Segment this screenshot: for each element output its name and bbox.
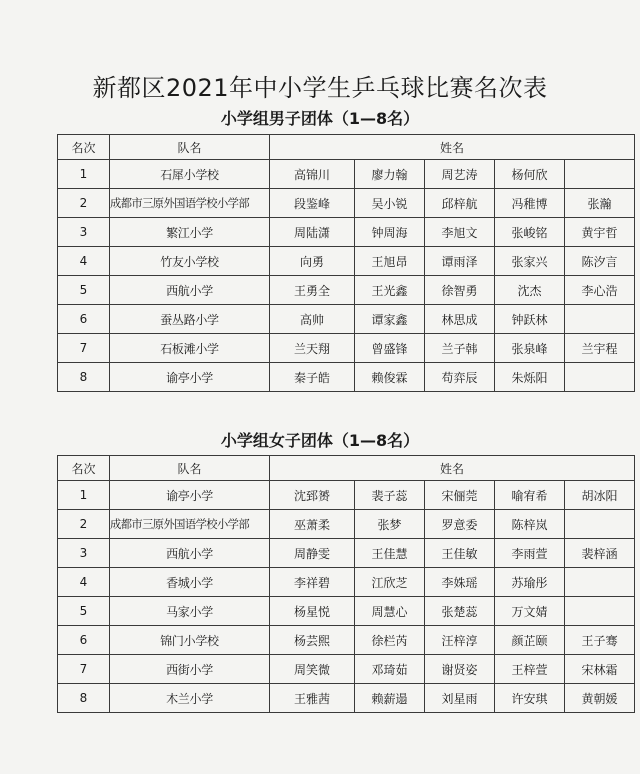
player-name-cell: 李心浩 xyxy=(565,276,635,305)
team-name-cell: 西航小学 xyxy=(110,276,270,305)
player-name-cell: 胡冰阳 xyxy=(565,481,635,510)
player-name-cell: 邓琦茹 xyxy=(355,655,425,684)
rank-cell: 1 xyxy=(58,481,110,510)
page-title: 新都区2021年中小学生乒乓球比赛名次表 xyxy=(92,74,548,102)
team-name-cell: 石犀小学校 xyxy=(110,160,270,189)
player-name-cell: 巫萧柔 xyxy=(270,510,355,539)
team-name-cell: 成都市三原外国语学校小学部 xyxy=(110,189,270,218)
rank-cell: 3 xyxy=(58,539,110,568)
boys-section-title: 小学组男子团体（1—8名） xyxy=(220,109,420,128)
team-name-cell: 成都市三原外国语学校小学部 xyxy=(110,510,270,539)
boys-team-table xyxy=(57,134,635,392)
player-name-cell: 张峻铭 xyxy=(495,218,565,247)
rank-cell: 4 xyxy=(58,568,110,597)
player-name-cell: 沈郅赟 xyxy=(270,481,355,510)
player-name-cell: 杨何欣 xyxy=(495,160,565,189)
rank-cell: 5 xyxy=(58,276,110,305)
player-name-cell: 黄宇哲 xyxy=(565,218,635,247)
player-name-cell: 杨星悦 xyxy=(270,597,355,626)
player-name-cell: 赖俊霖 xyxy=(355,363,425,392)
player-name-cell: 裴梓涵 xyxy=(565,539,635,568)
table-row xyxy=(58,160,635,189)
player-name-cell: 王光鑫 xyxy=(355,276,425,305)
player-name-cell xyxy=(565,305,635,334)
player-name-cell: 谢贤姿 xyxy=(425,655,495,684)
table-row xyxy=(58,305,635,334)
rank-header: 名次 xyxy=(58,456,110,481)
girls-team-table xyxy=(57,455,635,713)
team-name-cell: 竹友小学校 xyxy=(110,247,270,276)
player-name-cell xyxy=(565,510,635,539)
player-name-cell: 周静雯 xyxy=(270,539,355,568)
player-name-cell: 邱梓航 xyxy=(425,189,495,218)
table-row xyxy=(58,247,635,276)
player-name-cell: 王佳敏 xyxy=(425,539,495,568)
team-name-cell: 西街小学 xyxy=(110,655,270,684)
table-row xyxy=(58,568,635,597)
girls-section-title: 小学组女子团体（1—8名） xyxy=(220,431,420,450)
player-name-cell: 万文婧 xyxy=(495,597,565,626)
player-name-cell: 钟跃林 xyxy=(495,305,565,334)
team-name-cell: 谕亭小学 xyxy=(110,363,270,392)
team-header: 队名 xyxy=(110,135,270,160)
player-name-cell: 张家兴 xyxy=(495,247,565,276)
player-name-cell: 吴小锐 xyxy=(355,189,425,218)
player-name-cell: 周慧心 xyxy=(355,597,425,626)
player-name-cell: 谭家鑫 xyxy=(355,305,425,334)
rank-cell: 7 xyxy=(58,334,110,363)
player-name-cell: 张瀚 xyxy=(565,189,635,218)
player-name-cell xyxy=(565,160,635,189)
team-name-cell: 蚕丛路小学 xyxy=(110,305,270,334)
player-name-cell xyxy=(565,568,635,597)
team-name-cell: 繁江小学 xyxy=(110,218,270,247)
team-name-cell: 马家小学 xyxy=(110,597,270,626)
team-header: 队名 xyxy=(110,456,270,481)
player-name-cell: 张楚蕊 xyxy=(425,597,495,626)
player-name-cell: 颜芷颐 xyxy=(495,626,565,655)
player-name-cell: 谭雨泽 xyxy=(425,247,495,276)
table-row xyxy=(58,626,635,655)
rank-cell: 2 xyxy=(58,189,110,218)
player-name-cell: 钟周海 xyxy=(355,218,425,247)
player-name-cell: 李雨萱 xyxy=(495,539,565,568)
player-name-cell: 周陆潇 xyxy=(270,218,355,247)
player-name-cell: 杨芸熙 xyxy=(270,626,355,655)
table-row xyxy=(58,510,635,539)
table-row xyxy=(58,276,635,305)
team-name-cell: 谕亭小学 xyxy=(110,481,270,510)
player-name-cell: 兰宇程 xyxy=(565,334,635,363)
player-name-cell: 王子骞 xyxy=(565,626,635,655)
player-name-cell: 兰子韩 xyxy=(425,334,495,363)
player-name-cell: 徐栏芮 xyxy=(355,626,425,655)
rank-cell: 5 xyxy=(58,597,110,626)
player-name-cell: 周艺涛 xyxy=(425,160,495,189)
player-name-cell: 张梦 xyxy=(355,510,425,539)
rank-cell: 6 xyxy=(58,305,110,334)
rank-cell: 8 xyxy=(58,363,110,392)
player-name-cell: 周笑微 xyxy=(270,655,355,684)
player-name-cell: 陈梓岚 xyxy=(495,510,565,539)
player-name-cell: 冯稚博 xyxy=(495,189,565,218)
team-name-cell: 锦门小学校 xyxy=(110,626,270,655)
rank-cell: 4 xyxy=(58,247,110,276)
player-name-cell: 江欣芝 xyxy=(355,568,425,597)
names-header: 姓名 xyxy=(270,456,635,481)
player-name-cell: 许安琪 xyxy=(495,684,565,713)
player-name-cell xyxy=(565,597,635,626)
player-name-cell: 李姝瑶 xyxy=(425,568,495,597)
player-name-cell: 秦子皓 xyxy=(270,363,355,392)
player-name-cell: 宋俪莞 xyxy=(425,481,495,510)
player-name-cell: 沈杰 xyxy=(495,276,565,305)
player-name-cell: 廖力翰 xyxy=(355,160,425,189)
player-name-cell: 王雅茜 xyxy=(270,684,355,713)
player-name-cell: 李旭文 xyxy=(425,218,495,247)
rank-cell: 3 xyxy=(58,218,110,247)
player-name-cell: 苏瑜彤 xyxy=(495,568,565,597)
player-name-cell: 宋林霜 xyxy=(565,655,635,684)
player-name-cell: 赖薪遢 xyxy=(355,684,425,713)
table-row xyxy=(58,334,635,363)
rank-cell: 2 xyxy=(58,510,110,539)
rank-cell: 7 xyxy=(58,655,110,684)
table-row xyxy=(58,597,635,626)
player-name-cell: 苟弈辰 xyxy=(425,363,495,392)
player-name-cell: 林思成 xyxy=(425,305,495,334)
rank-cell: 6 xyxy=(58,626,110,655)
player-name-cell: 兰天翔 xyxy=(270,334,355,363)
player-name-cell: 向勇 xyxy=(270,247,355,276)
player-name-cell: 汪梓淳 xyxy=(425,626,495,655)
player-name-cell: 段鉴峰 xyxy=(270,189,355,218)
player-name-cell: 徐智勇 xyxy=(425,276,495,305)
player-name-cell: 王勇全 xyxy=(270,276,355,305)
names-header: 姓名 xyxy=(270,135,635,160)
player-name-cell: 张泉峰 xyxy=(495,334,565,363)
player-name-cell: 陈汐言 xyxy=(565,247,635,276)
player-name-cell: 高锦川 xyxy=(270,160,355,189)
player-name-cell: 王梓萱 xyxy=(495,655,565,684)
table-row xyxy=(58,481,635,510)
table-row xyxy=(58,655,635,684)
rank-cell: 8 xyxy=(58,684,110,713)
rank-header: 名次 xyxy=(58,135,110,160)
team-name-cell: 西航小学 xyxy=(110,539,270,568)
player-name-cell: 喻宥希 xyxy=(495,481,565,510)
player-name-cell: 裴子蕊 xyxy=(355,481,425,510)
rank-cell: 1 xyxy=(58,160,110,189)
team-name-cell: 石板滩小学 xyxy=(110,334,270,363)
player-name-cell: 罗意委 xyxy=(425,510,495,539)
player-name-cell: 王佳慧 xyxy=(355,539,425,568)
player-name-cell: 刘星雨 xyxy=(425,684,495,713)
player-name-cell: 曾盛锋 xyxy=(355,334,425,363)
table-row xyxy=(58,218,635,247)
player-name-cell: 王旭昂 xyxy=(355,247,425,276)
table-header-row xyxy=(58,135,635,160)
table-header-row xyxy=(58,456,635,481)
player-name-cell: 李祥碧 xyxy=(270,568,355,597)
player-name-cell: 朱烁阳 xyxy=(495,363,565,392)
table-row xyxy=(58,363,635,392)
team-name-cell: 木兰小学 xyxy=(110,684,270,713)
table-row xyxy=(58,684,635,713)
player-name-cell: 黄朝媛 xyxy=(565,684,635,713)
player-name-cell xyxy=(565,363,635,392)
team-name-cell: 香城小学 xyxy=(110,568,270,597)
table-row xyxy=(58,189,635,218)
player-name-cell: 高帅 xyxy=(270,305,355,334)
table-row xyxy=(58,539,635,568)
